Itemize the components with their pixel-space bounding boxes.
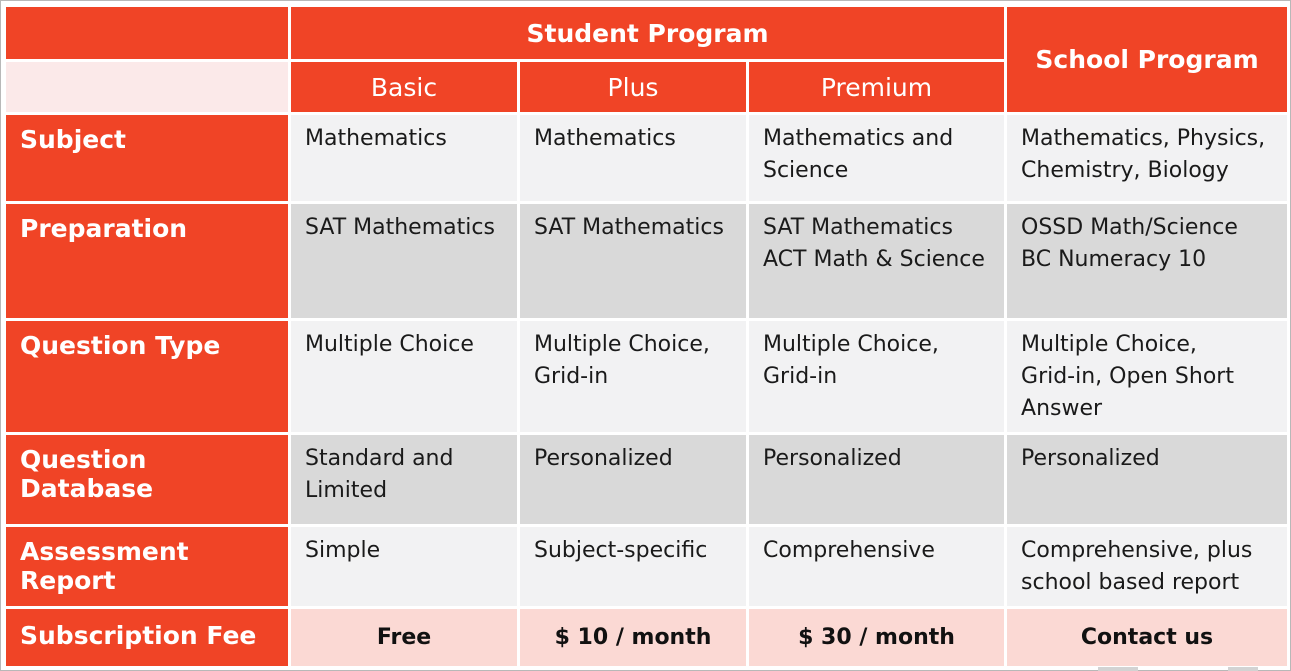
header-corner [5,6,290,61]
table-cell: Subject-specific [519,526,748,608]
school-program-heading: School Program [1006,6,1289,114]
row-label-question-database: Question Database [5,434,290,526]
table-row [5,320,1289,434]
table-cell: Mathematics and Science [748,114,1006,203]
table-cell: Multiple Choice [290,320,519,434]
table-cell: OSSD Math/Science BC Numeracy 10 [1006,203,1289,320]
fee-plus: $ 10 / month [519,608,748,668]
row-label-question-type: Question Type [5,320,290,434]
table-cell: Multiple Choice, Grid-in, Open Short Answer [1006,320,1289,434]
tier-basic-heading: Basic [290,61,519,114]
row-label-preparation: Preparation [5,203,290,320]
row-label-subscription-fee: Subscription Fee [5,608,290,668]
table-cell: Comprehensive [748,526,1006,608]
table-cell: Personalized [748,434,1006,526]
fee-school: Contact us [1006,608,1289,668]
table-cell: Mathematics [519,114,748,203]
header-row-groups [5,6,1289,61]
row-label-subject: Subject [5,114,290,203]
table-cell: Multiple Choice, Grid-in [519,320,748,434]
table-cell: SAT Mathematics [290,203,519,320]
bottom-edge-mark [1228,667,1258,671]
fee-premium: $ 30 / month [748,608,1006,668]
row-label-assessment-report: Assessment Report [5,526,290,608]
table-cell: SAT Mathematics [519,203,748,320]
subscription-fee-row [5,608,1289,668]
table-cell: Comprehensive, plus school based report [1006,526,1289,608]
fee-basic: Free [290,608,519,668]
table-cell: Mathematics [290,114,519,203]
table-cell: Standard and Limited [290,434,519,526]
table-cell: Personalized [519,434,748,526]
table-row [5,203,1289,320]
table-cell: Mathematics, Physics, Chemistry, Biology [1006,114,1289,203]
table-row [5,526,1289,608]
table-cell: Simple [290,526,519,608]
tier-plus-heading: Plus [519,61,748,114]
pricing-table [3,4,1290,669]
table-row [5,434,1289,526]
table-row [5,114,1289,203]
table-cell: Personalized [1006,434,1289,526]
student-program-heading: Student Program [290,6,1006,61]
tier-premium-heading: Premium [748,61,1006,114]
table-cell: Multiple Choice, Grid-in [748,320,1006,434]
table-cell: SAT Mathematics ACT Math & Science [748,203,1006,320]
header-corner-lower [5,61,290,114]
bottom-edge-mark [1098,667,1138,671]
